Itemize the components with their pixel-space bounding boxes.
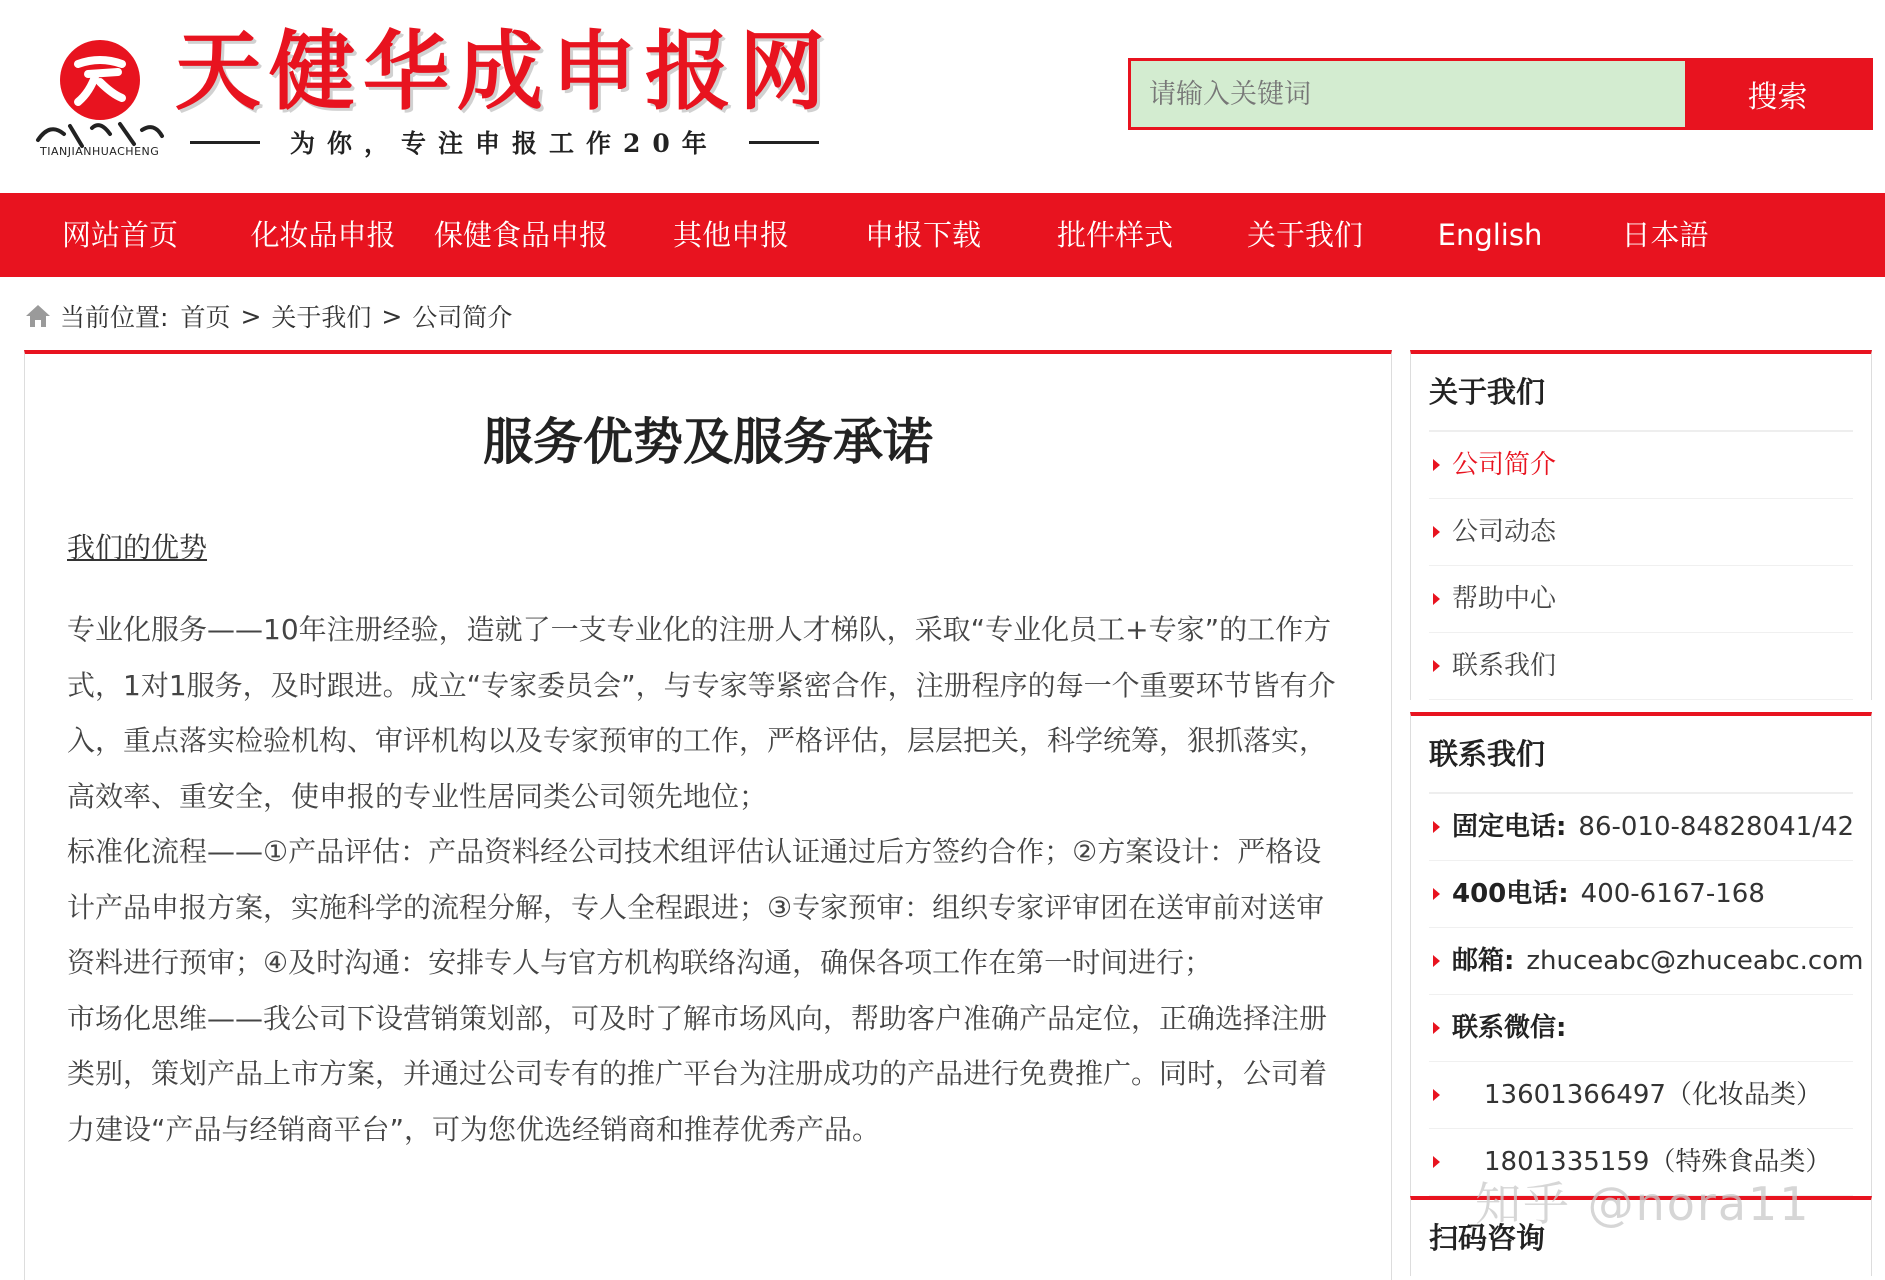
paragraph-professional: 专业化服务——10年注册经验，造就了一支专业化的注册人才梯队，采取“专业化员工+专家”的工作方式，1对1服务，及时跟进。成立“专家委员会”，与专家等紧密合作，注册程序的每一个重要环节皆有介入，重点落实检验机构、审评机构以及专家预审的工作，严格评估，层层把关，科学统筹，狠抓落实，高效率、重安全，使申报的专业性居同类公司领先地位； — [67, 613, 1336, 813]
nav-item-other[interactable]: 其他申报 — [672, 218, 789, 252]
sidebar-item-label: 公司简介 — [1452, 450, 1557, 480]
nav-item-health-food[interactable]: 保健食品申报 — [433, 218, 608, 252]
sidebar-item-label: 联系我们 — [1452, 651, 1557, 681]
slogan-row — [190, 124, 819, 160]
paragraph-standardized: 标准化流程——①产品评估：产品资料经公司技术组评估认证通过后方签约合作；②方案设计：严格设计产品申报方案，实施科学的流程分解，专人全程跟进；③专家预审：组织专家评审团在送审前对送审资料进行预审；④及时沟通：安排专人与官方机构联络沟通，确保各项工作在第一时间进行； — [67, 835, 1325, 979]
caret-right-icon — [1433, 821, 1440, 833]
nav-item-english[interactable]: English — [1437, 218, 1543, 252]
nav-item-japanese[interactable]: 日本語 — [1621, 218, 1709, 252]
sidebar — [1410, 350, 1872, 1276]
slogan-divider-right — [749, 141, 819, 144]
breadcrumb — [24, 296, 512, 336]
wechat-cosmetics — [1429, 1062, 1853, 1129]
paragraph-market: 市场化思维——我公司下设营销策划部，可及时了解市场风向，帮助客户准确产品定位，正确选择注册类别，策划产品上市方案，并通过公司专有的推广平台为注册成功的产品进行免费推广。同时，公司着力建设“产品与经销商平台”，可为您优选经销商和推荐优秀产品。 — [67, 1001, 1328, 1146]
search-box — [1128, 58, 1873, 130]
caret-right-icon — [1433, 888, 1440, 900]
nav-item-about[interactable]: 关于我们 — [1246, 218, 1363, 252]
article-title: 服务优势及服务承诺 — [483, 413, 933, 471]
breadcrumb-about[interactable]: 关于我们 — [271, 303, 372, 332]
about-heading: 关于我们 — [1429, 354, 1853, 432]
sidebar-item-company-intro[interactable] — [1429, 432, 1853, 499]
wechat-label: 联系微信: — [1452, 1013, 1567, 1043]
wechat-number[interactable]: 1801335159（特殊食品类） — [1484, 1147, 1832, 1177]
caret-right-icon — [1433, 526, 1440, 538]
contact-wechat — [1429, 995, 1853, 1062]
phone-value[interactable]: 86-010-84828041/42 — [1578, 812, 1855, 842]
article-panel — [24, 350, 1392, 1280]
wechat-number[interactable]: 13601366497（化妆品类） — [1484, 1080, 1822, 1110]
slogan: 为你，专注申报工作20年 — [290, 129, 719, 158]
article-body — [67, 602, 1347, 1157]
breadcrumb-label: 当前位置: — [60, 303, 169, 332]
slogan-divider-left — [190, 141, 260, 144]
nav-item-download[interactable]: 申报下载 — [864, 218, 981, 252]
caret-right-icon — [1433, 1089, 1440, 1101]
logo-caption: TIANJIANHUACHENG — [40, 145, 160, 158]
contact-hotline — [1429, 861, 1853, 928]
caret-right-icon — [1433, 459, 1440, 471]
contact-phone — [1429, 794, 1853, 861]
about-box — [1410, 350, 1872, 700]
caret-right-icon — [1433, 1156, 1440, 1168]
main-nav — [0, 193, 1885, 277]
nav-item-home[interactable]: 网站首页 — [61, 218, 178, 252]
article-subheading: 我们的优势 — [67, 531, 208, 564]
nav-item-approvals[interactable]: 批件样式 — [1056, 218, 1173, 252]
breadcrumb-current[interactable]: 公司简介 — [412, 303, 513, 332]
phone-label: 固定电话: — [1452, 812, 1567, 842]
breadcrumb-separator: > — [381, 301, 403, 331]
email-value[interactable]: zhuceabc@zhuceabc.com — [1526, 946, 1864, 976]
hotline-value[interactable]: 400-6167-168 — [1580, 879, 1765, 909]
caret-right-icon — [1433, 660, 1440, 672]
home-icon — [24, 303, 52, 329]
site-header — [0, 0, 1885, 193]
nav-item-cosmetics[interactable]: 化妆品申报 — [250, 218, 396, 252]
contact-heading: 联系我们 — [1429, 716, 1853, 794]
sidebar-item-company-news[interactable] — [1429, 499, 1853, 566]
sidebar-item-help-center[interactable] — [1429, 566, 1853, 633]
logo-icon[interactable] — [30, 22, 170, 162]
sidebar-item-label: 公司动态 — [1452, 517, 1557, 547]
caret-right-icon — [1433, 1022, 1440, 1034]
caret-right-icon — [1433, 593, 1440, 605]
search-input[interactable] — [1131, 61, 1685, 127]
qr-heading: 扫码咨询 — [1429, 1221, 1546, 1255]
sidebar-item-contact[interactable] — [1429, 633, 1853, 700]
brand-title[interactable]: 天健华成申报网 — [175, 21, 833, 122]
caret-right-icon — [1433, 955, 1440, 967]
sidebar-item-label: 帮助中心 — [1452, 584, 1557, 614]
contact-email — [1429, 928, 1864, 995]
contact-box — [1410, 712, 1872, 1196]
search-button[interactable]: 搜索 — [1685, 61, 1870, 127]
watermark: 知乎 @nora11 — [1475, 1177, 1811, 1231]
hotline-label: 400电话: — [1452, 879, 1569, 909]
breadcrumb-home[interactable]: 首页 — [180, 303, 231, 332]
breadcrumb-separator: > — [240, 301, 262, 331]
email-label: 邮箱: — [1452, 946, 1515, 976]
